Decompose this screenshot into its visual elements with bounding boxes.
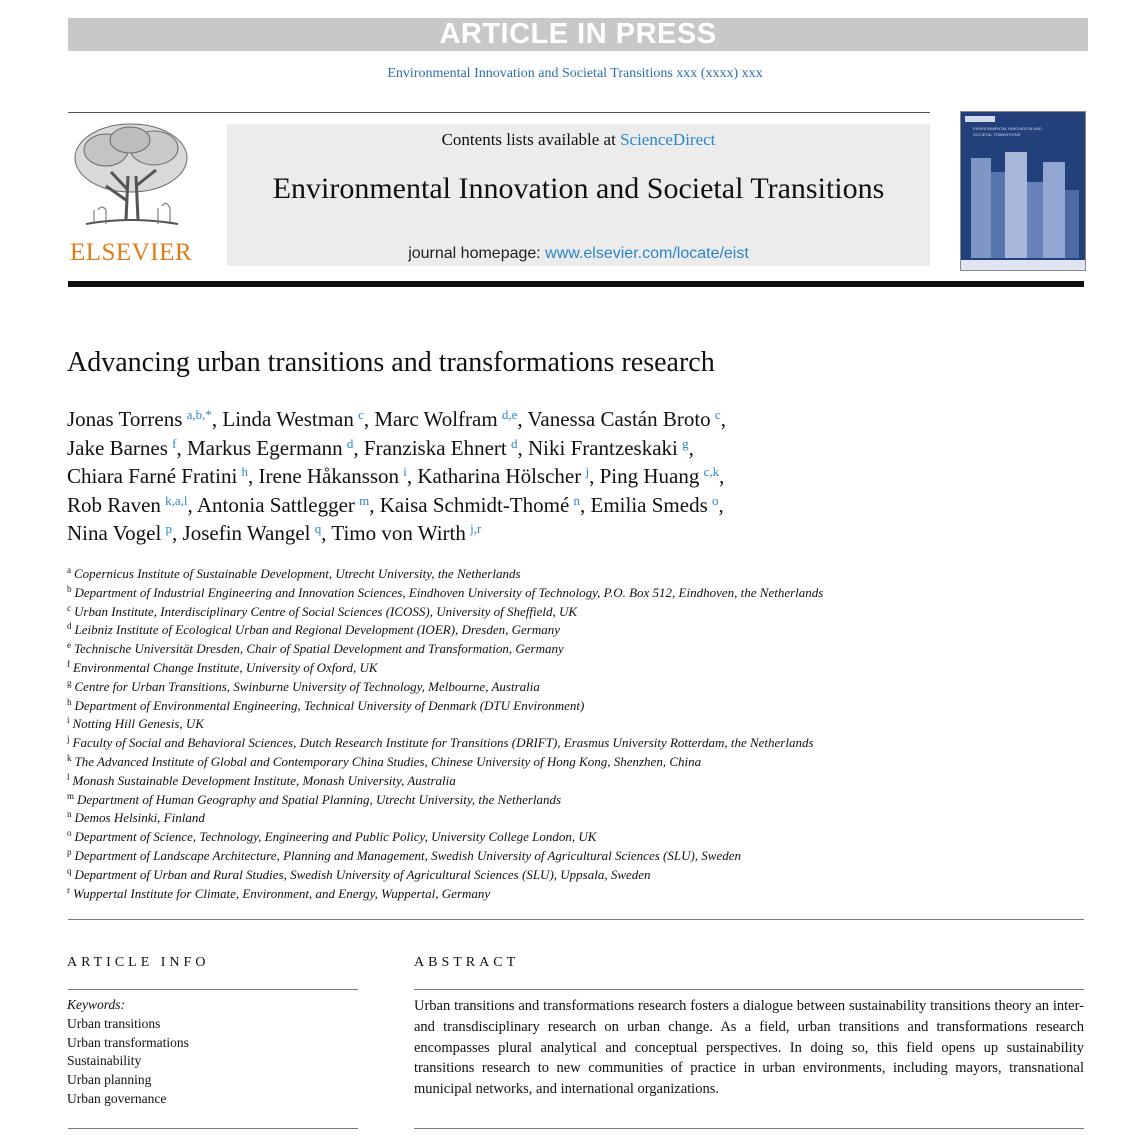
affiliation-item <box>67 772 1097 791</box>
author[interactable] <box>528 407 721 431</box>
author-affiliation-marker[interactable]: d,e <box>501 407 518 422</box>
header-divider <box>68 281 1084 287</box>
affiliation-text: Department of Environmental Engineering, Technical University of Denmark (DTU Environment) <box>74 697 585 713</box>
divider <box>68 112 930 113</box>
elsevier-wordmark[interactable]: ELSEVIER <box>69 239 193 266</box>
affiliation-key: o <box>67 828 72 839</box>
author-name: Josefin Wangel <box>182 521 311 545</box>
author-separator: , <box>718 492 724 517</box>
divider <box>68 1128 358 1129</box>
author[interactable] <box>197 493 369 517</box>
affiliation-text: Wuppertal Institute for Climate, Environment, and Energy, Wuppertal, Germany <box>73 885 491 901</box>
affiliation-text: Technische Universität Dresden, Chair of Spatial Development and Transformation, Germany <box>74 641 564 657</box>
abstract-heading: ABSTRACT <box>414 955 520 970</box>
article-title: Advancing urban transitions and transformations research <box>67 347 715 378</box>
affiliation-text: Faculty of Social and Behavioral Sciences, Dutch Research Institute for Transitions (DRIFT), Erasmus University Rotterdam, the Netherlands <box>72 735 814 751</box>
author[interactable] <box>331 521 481 545</box>
author-separator: , <box>517 435 528 460</box>
author-affiliation-marker[interactable]: o <box>711 492 719 508</box>
author[interactable] <box>187 436 353 460</box>
affiliation-text: Department of Science, Technology, Engineering and Public Policy, University College London, UK <box>74 829 597 845</box>
author-separator: , <box>321 521 332 545</box>
affiliation-text: Department of Urban and Rural Studies, Swedish University of Agricultural Sciences (SLU), Uppsala, Sweden <box>74 866 651 882</box>
author-affiliation-marker[interactable]: q <box>314 521 322 536</box>
affiliation-item <box>67 753 1097 772</box>
affiliation-item <box>67 659 1097 678</box>
author-name: Antonia Sattlegger <box>196 492 355 517</box>
author-affiliation-marker[interactable]: i <box>403 464 407 479</box>
author-list <box>67 405 1087 548</box>
author-affiliation-marker[interactable]: d <box>346 435 354 451</box>
author-affiliation-marker[interactable]: p <box>165 521 173 536</box>
author[interactable] <box>67 521 172 545</box>
affiliation-key: n <box>67 809 72 820</box>
keyword: Urban planning <box>67 1072 152 1088</box>
affiliation-text: Department of Industrial Engineering and Innovation Sciences, Eindhoven University of Technology, P.O. Box 512, Eindhoven, the Netherlands <box>74 584 824 600</box>
author-affiliation-marker[interactable]: j <box>585 464 590 479</box>
author[interactable] <box>222 407 363 431</box>
affiliation-text: Department of Human Geography and Spatial Planning, Utrecht University, the Netherlands <box>77 791 562 807</box>
contents-line <box>227 130 930 150</box>
affiliation-key: j <box>67 734 70 745</box>
affiliation-text: Urban Institute, Interdisciplinary Centre of Social Sciences (ICOSS), University of Sheffield, UK <box>74 603 578 619</box>
affiliation-item <box>67 621 1097 640</box>
affiliation-key: r <box>67 884 70 895</box>
affiliation-item <box>67 678 1097 697</box>
divider <box>414 989 1084 990</box>
contents-prefix: Contents lists available at <box>441 130 621 149</box>
affiliation-item <box>67 734 1097 753</box>
keyword: Urban governance <box>67 1090 167 1106</box>
cover-art-icon <box>961 112 1085 270</box>
author-affiliation-marker[interactable]: g <box>682 435 689 451</box>
journal-cover-image[interactable] <box>960 111 1086 271</box>
author-name: Jake Barnes <box>67 435 168 460</box>
affiliation-key: e <box>67 640 71 651</box>
author[interactable] <box>380 493 580 517</box>
affiliation-text: The Advanced Institute of Global and Contemporary China Studies, Chinese University of Hong Kong, Shenzhen, China <box>74 753 702 769</box>
keywords-label: Keywords: <box>67 997 125 1012</box>
keyword: Urban transitions <box>67 1015 161 1031</box>
cover-title-line-2: SOCIETAL TRANSITIONS <box>973 132 1021 137</box>
author-separator: , <box>211 407 223 431</box>
affiliation-text: Notting Hill Genesis, UK <box>72 716 204 732</box>
author-affiliation-marker[interactable]: a,b,* <box>186 407 212 422</box>
author-name: Emilia Smeds <box>590 492 708 517</box>
affiliation-key: h <box>67 696 72 707</box>
author-name: Rob Raven <box>67 492 161 517</box>
author-name: Marc Wolfram <box>374 407 498 431</box>
author-name: Timo von Wirth <box>331 521 466 545</box>
author-name: Nina Vogel <box>67 521 162 545</box>
author-separator: , <box>688 435 694 460</box>
journal-header <box>227 124 930 266</box>
author-name: Markus Egermann <box>186 435 343 460</box>
author-affiliation-marker[interactable]: j,r <box>470 521 482 536</box>
author-separator: , <box>369 492 380 517</box>
cover-title-line-1: ENVIRONMENTAL INNOVATION AND <box>973 126 1042 131</box>
author-name: Linda Westman <box>222 407 354 431</box>
affiliation-item <box>67 565 1097 584</box>
affiliation-key: q <box>67 865 72 876</box>
keyword: Urban transformations <box>67 1034 189 1050</box>
divider <box>414 1128 1084 1129</box>
affiliation-item <box>67 584 1097 603</box>
author-affiliation-marker[interactable]: c <box>358 407 364 422</box>
author-separator: , <box>719 464 725 488</box>
author-affiliation-marker[interactable]: m <box>359 492 370 508</box>
journal-reference-link[interactable]: Environmental Innovation and Societal Transitions xxx (xxxx) xxx <box>387 66 763 81</box>
author-name: Katharina Hölscher <box>417 464 582 488</box>
affiliation-text: Monash Sustainable Development Institute, Monash University, Australia <box>72 772 456 788</box>
author-name: Jonas Torrens <box>67 407 183 431</box>
author-name: Ping Huang <box>599 464 700 488</box>
author-separator: , <box>589 464 600 488</box>
author-name: Irene Håkansson <box>258 464 400 488</box>
author[interactable] <box>67 493 188 517</box>
journal-name: Environmental Innovation and Societal Transitions <box>272 172 885 205</box>
author-separator: , <box>363 407 375 431</box>
affiliation-key: m <box>67 790 75 801</box>
affiliation-list <box>67 565 1097 903</box>
article-info-heading: ARTICLE INFO <box>67 955 210 970</box>
author-name: Niki Frantzeskaki <box>527 435 678 460</box>
affiliation-item <box>67 791 1097 810</box>
author-separator: , <box>406 464 418 488</box>
author[interactable] <box>183 521 322 545</box>
affiliation-text: Centre for Urban Transitions, Swinburne University of Technology, Melbourne, Australia <box>74 678 540 694</box>
affiliation-item <box>67 640 1097 659</box>
author-name: Kaisa Schmidt-Thomé <box>379 492 570 517</box>
affiliation-item <box>67 809 1097 828</box>
author[interactable] <box>600 464 720 488</box>
affiliation-key: k <box>67 752 72 763</box>
author[interactable] <box>259 464 407 488</box>
affiliation-key: p <box>67 846 72 857</box>
author-name: Chiara Farné Fratini <box>67 464 238 488</box>
affiliation-key: b <box>67 583 72 594</box>
sciencedirect-link[interactable]: ScienceDirect <box>620 130 716 149</box>
affiliation-item <box>67 866 1097 885</box>
author[interactable] <box>417 464 589 488</box>
author[interactable] <box>528 436 689 460</box>
homepage-link[interactable]: www.elsevier.com/locate/eist <box>545 245 749 262</box>
author-name: Franziska Ehnert <box>363 435 507 460</box>
affiliation-item <box>67 885 1097 904</box>
author-affiliation-marker[interactable]: c <box>714 407 721 422</box>
author[interactable] <box>67 436 176 460</box>
author[interactable] <box>374 407 517 431</box>
author-separator: , <box>580 492 591 517</box>
affiliation-key: l <box>67 771 70 782</box>
author[interactable] <box>67 464 248 488</box>
affiliation-text: Environmental Change Institute, University of Oxford, UK <box>73 659 378 675</box>
homepage-line <box>227 245 930 263</box>
affiliation-item <box>67 603 1097 622</box>
author[interactable] <box>364 436 518 460</box>
homepage-prefix: journal homepage: <box>408 245 546 262</box>
author-separator: , <box>353 435 364 460</box>
author-affiliation-marker[interactable]: f <box>172 435 177 451</box>
author-affiliation-marker[interactable]: n <box>573 492 581 508</box>
author-separator: , <box>720 407 726 431</box>
affiliation-item <box>67 847 1097 866</box>
affiliation-item <box>67 828 1097 847</box>
author[interactable] <box>591 493 719 517</box>
affiliation-key: c <box>67 602 71 613</box>
author-name: Vanessa Castán Broto <box>527 407 711 431</box>
affiliation-key: f <box>67 658 70 669</box>
elsevier-tree-icon <box>66 120 196 240</box>
affiliation-key: i <box>67 715 70 726</box>
author-affiliation-marker[interactable]: h <box>241 464 249 479</box>
author-separator: , <box>172 521 183 545</box>
author[interactable] <box>67 407 212 431</box>
author-affiliation-marker[interactable]: c,k <box>703 464 720 479</box>
affiliation-key: g <box>67 677 72 688</box>
divider <box>68 919 1084 920</box>
author-separator: , <box>176 435 187 460</box>
affiliation-key: a <box>67 565 71 575</box>
affiliation-text: Copernicus Institute of Sustainable Development, Utrecht University, the Netherlands <box>74 566 521 581</box>
author-separator: , <box>517 407 528 431</box>
author-affiliation-marker[interactable]: k,a,l <box>165 492 188 508</box>
keywords-block <box>67 996 189 1109</box>
abstract-text: Urban transitions and transformations research fosters a dialogue between sustainability transitions theory an inter- and transdisciplinary research on urban change. As a field, urban transitions and transformations research encompasses plural analytical and conceptual perspectives. In doing so, this field opens up sustainability transitions research to new communities of practice in urban environments, including mayors, transnational municipal networks, and international organizations. <box>414 998 1084 1098</box>
author-affiliation-marker[interactable]: d <box>510 435 518 451</box>
affiliation-key: d <box>67 621 72 632</box>
affiliation-item <box>67 715 1097 734</box>
article-in-press-banner: ARTICLE IN PRESS <box>68 18 1088 51</box>
author-separator: , <box>248 464 259 488</box>
divider <box>68 989 358 990</box>
affiliation-text: Leibniz Institute of Ecological Urban and Regional Development (IOER), Dresden, Germany <box>74 622 560 638</box>
author-separator: , <box>187 492 197 517</box>
keyword: Sustainability <box>67 1053 142 1069</box>
affiliation-text: Department of Landscape Architecture, Planning and Management, Swedish University of Agricultural Sciences (SLU), Sweden <box>74 847 742 863</box>
affiliation-item <box>67 697 1097 716</box>
affiliation-text: Demos Helsinki, Finland <box>74 810 205 826</box>
